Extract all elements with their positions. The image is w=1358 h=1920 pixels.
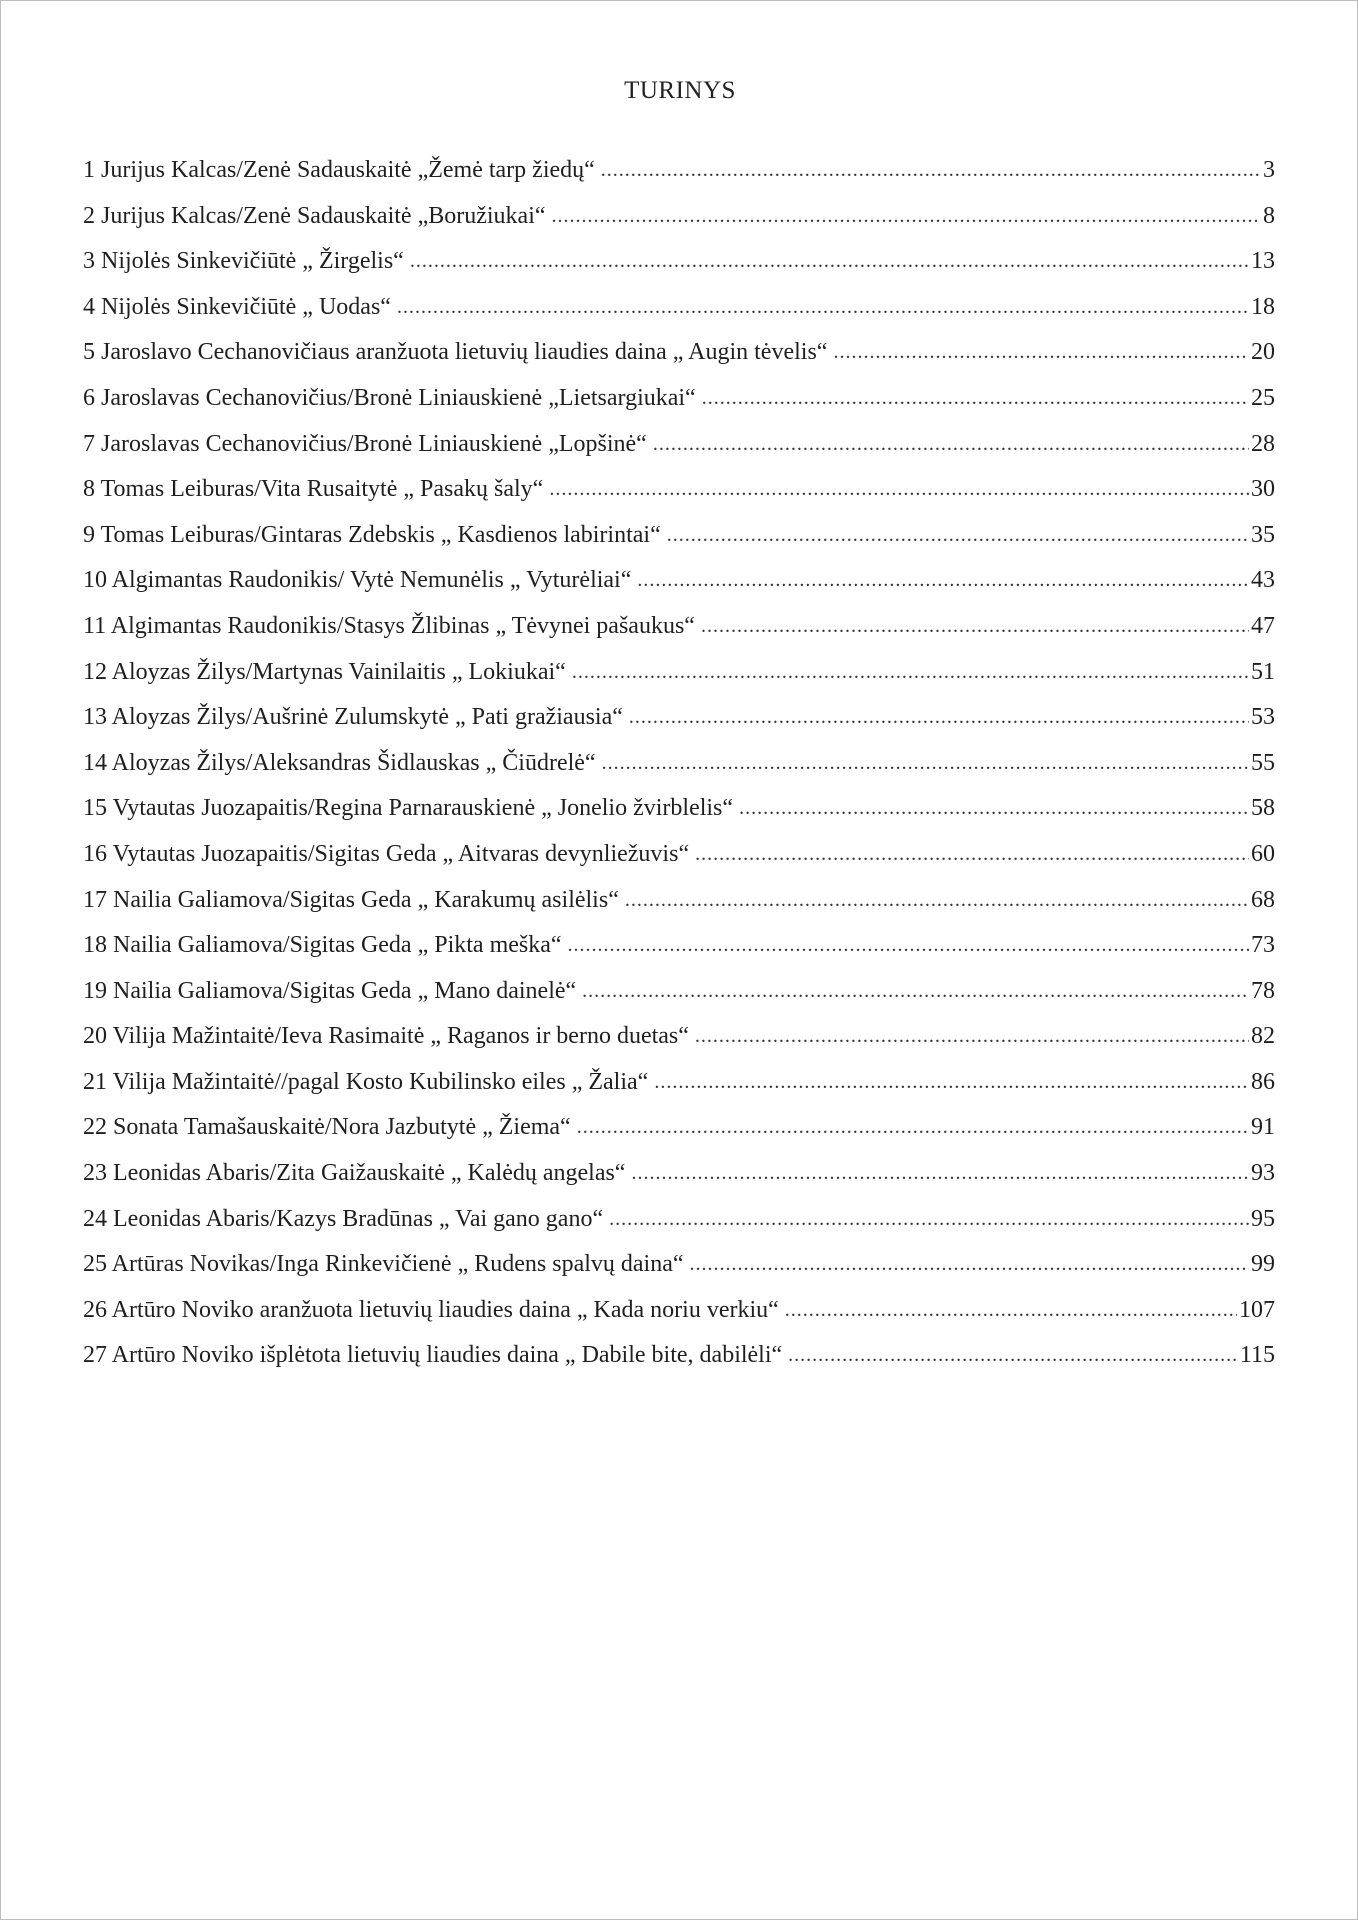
- toc-entry: [83, 565, 1275, 611]
- table-of-contents: [83, 155, 1275, 1386]
- toc-entry-title: 15 Vytautas Juozapaitis/Regina Parnarauskienė „ Jonelio žvirblelis“: [83, 795, 734, 822]
- toc-entry: [83, 748, 1275, 794]
- toc-entry-title: 20 Vilija Mažintaitė/Ieva Rasimaitė „ Raganos ir berno duetas“: [83, 1023, 689, 1050]
- dot-leader: [701, 610, 1249, 638]
- toc-entry-page: 60: [1251, 840, 1275, 867]
- toc-entry: [83, 611, 1275, 657]
- toc-entry-page: 43: [1251, 567, 1275, 594]
- toc-entry-page: 91: [1251, 1114, 1275, 1141]
- toc-entry-title: 26 Artūro Noviko aranžuota lietuvių liaudies daina „ Kada noriu verkiu“: [83, 1296, 779, 1323]
- toc-entry: [83, 201, 1275, 247]
- toc-entry-page: 35: [1251, 521, 1275, 548]
- toc-entry-title: 3 Nijolės Sinkevičiūtė „ Žirgelis“: [83, 248, 404, 275]
- dot-leader: [568, 929, 1249, 957]
- toc-entry: [83, 702, 1275, 748]
- toc-entry: [83, 292, 1275, 338]
- toc-entry-page: 78: [1251, 977, 1275, 1004]
- dot-leader: [625, 884, 1249, 912]
- dot-leader: [410, 245, 1249, 273]
- toc-entry-page: 13: [1251, 248, 1275, 275]
- toc-entry-page: 73: [1251, 932, 1275, 959]
- dot-leader: [785, 1294, 1237, 1322]
- dot-leader: [690, 1248, 1249, 1276]
- dot-leader: [788, 1339, 1238, 1367]
- dot-leader: [397, 291, 1249, 319]
- toc-entry: [83, 1340, 1275, 1386]
- toc-entry: [83, 839, 1275, 885]
- toc-entry-page: 25: [1251, 384, 1275, 411]
- toc-entry-title: 14 Aloyzas Žilys/Aleksandras Šidlauskas „ Čiūdrelė“: [83, 749, 596, 776]
- toc-entry-title: 25 Artūras Novikas/Inga Rinkevičienė „ Rudens spalvų daina“: [83, 1251, 684, 1278]
- toc-entry: [83, 1021, 1275, 1067]
- toc-entry-page: 58: [1251, 795, 1275, 822]
- dot-leader: [637, 564, 1249, 592]
- toc-entry-title: 27 Artūro Noviko išplėtota lietuvių liaudies daina „ Dabile bite, dabilėli“: [83, 1342, 783, 1369]
- toc-entry-title: 2 Jurijus Kalcas/Zenė Sadauskaitė „Boružiukai“: [83, 202, 546, 229]
- toc-entry-title: 11 Algimantas Raudonikis/Stasys Žlibinas „ Tėvynei pašaukus“: [83, 612, 695, 639]
- toc-entry: [83, 1158, 1275, 1204]
- toc-entry: [83, 1295, 1275, 1341]
- toc-entry: [83, 474, 1275, 520]
- dot-leader: [833, 336, 1249, 364]
- toc-entry: [83, 1067, 1275, 1113]
- toc-entry-page: 115: [1239, 1342, 1275, 1369]
- toc-entry-page: 8: [1263, 202, 1275, 229]
- toc-entry-title: 22 Sonata Tamašauskaitė/Nora Jazbutytė „ Žiema“: [83, 1114, 571, 1141]
- dot-leader: [702, 382, 1249, 410]
- toc-entry-title: 12 Aloyzas Žilys/Martynas Vainilaitis „ Lokiukai“: [83, 658, 566, 685]
- toc-entry-page: 68: [1251, 886, 1275, 913]
- dot-leader: [609, 1203, 1249, 1231]
- toc-entry: [83, 246, 1275, 292]
- toc-entry: [83, 930, 1275, 976]
- toc-entry: [83, 793, 1275, 839]
- toc-entry-page: 28: [1251, 430, 1275, 457]
- dot-leader: [552, 200, 1261, 228]
- toc-entry: [83, 429, 1275, 475]
- dot-leader: [631, 1157, 1249, 1185]
- dot-leader: [695, 838, 1249, 866]
- toc-entry-title: 23 Leonidas Abaris/Zita Gaižauskaitė „ Kalėdų angelas“: [83, 1160, 626, 1187]
- toc-entry-title: 16 Vytautas Juozapaitis/Sigitas Geda „ Aitvaras devynliežuvis“: [83, 840, 690, 867]
- dot-leader: [572, 656, 1249, 684]
- toc-entry: [83, 155, 1275, 201]
- toc-entry: [83, 885, 1275, 931]
- toc-entry-page: 82: [1251, 1023, 1275, 1050]
- toc-entry: [83, 657, 1275, 703]
- dot-leader: [629, 701, 1249, 729]
- toc-entry: [83, 383, 1275, 429]
- toc-entry: [83, 337, 1275, 383]
- dot-leader: [601, 154, 1261, 182]
- dot-leader: [549, 473, 1249, 501]
- toc-entry-page: 107: [1239, 1296, 1275, 1323]
- toc-entry-title: 8 Tomas Leiburas/Vita Rusaitytė „ Pasakų šaly“: [83, 476, 544, 503]
- toc-entry-title: 18 Nailia Galiamova/Sigitas Geda „ Pikta meška“: [83, 932, 562, 959]
- toc-entry: [83, 520, 1275, 566]
- toc-entry-title: 21 Vilija Mažintaitė//pagal Kosto Kubilinsko eiles „ Žalia“: [83, 1068, 649, 1095]
- toc-entry-title: 13 Aloyzas Žilys/Aušrinė Zulumskytė „ Pati gražiausia“: [83, 704, 623, 731]
- toc-entry-page: 95: [1251, 1205, 1275, 1232]
- toc-entry-title: 9 Tomas Leiburas/Gintaras Zdebskis „ Kasdienos labirintai“: [83, 521, 661, 548]
- toc-entry-title: 7 Jaroslavas Cechanovičius/Bronė Liniauskienė „Lopšinė“: [83, 430, 647, 457]
- toc-entry-title: 1 Jurijus Kalcas/Zenė Sadauskaitė „Žemė tarp žiedų“: [83, 157, 595, 183]
- toc-entry-page: 20: [1251, 339, 1275, 366]
- toc-entry-page: 30: [1251, 476, 1275, 503]
- dot-leader: [653, 428, 1249, 456]
- toc-entry: [83, 1249, 1275, 1295]
- toc-entry-page: 99: [1251, 1251, 1275, 1278]
- toc-entry-page: 51: [1251, 658, 1275, 685]
- dot-leader: [582, 975, 1249, 1003]
- toc-entry: [83, 1204, 1275, 1250]
- toc-entry-title: 10 Algimantas Raudonikis/ Vytė Nemunėlis „ Vyturėliai“: [83, 567, 632, 594]
- dot-leader: [602, 747, 1249, 775]
- toc-entry: [83, 1112, 1275, 1158]
- toc-entry-title: 6 Jaroslavas Cechanovičius/Bronė Liniauskienė „Lietsargiukai“: [83, 384, 696, 411]
- toc-entry-page: 86: [1251, 1068, 1275, 1095]
- toc-entry-page: 3: [1263, 157, 1275, 183]
- toc-entry-title: 17 Nailia Galiamova/Sigitas Geda „ Karakumų asilėlis“: [83, 886, 619, 913]
- toc-entry-page: 55: [1251, 749, 1275, 776]
- dot-leader: [695, 1020, 1249, 1048]
- toc-entry-page: 53: [1251, 704, 1275, 731]
- dot-leader: [739, 792, 1249, 820]
- toc-entry-title: 19 Nailia Galiamova/Sigitas Geda „ Mano dainelė“: [83, 977, 577, 1004]
- dot-leader: [667, 519, 1249, 547]
- toc-entry: [83, 976, 1275, 1022]
- toc-entry-title: 5 Jaroslavo Cechanovičiaus aranžuota lietuvių liaudies daina „ Augin tėvelis“: [83, 339, 828, 366]
- page-title: TURINYS: [624, 77, 736, 104]
- toc-entry-title: 24 Leonidas Abaris/Kazys Bradūnas „ Vai gano gano“: [83, 1205, 604, 1232]
- dot-leader: [577, 1111, 1249, 1139]
- toc-entry-page: 18: [1251, 293, 1275, 320]
- toc-entry-page: 93: [1251, 1160, 1275, 1187]
- dot-leader: [654, 1066, 1249, 1094]
- toc-entry-page: 47: [1251, 612, 1275, 639]
- toc-entry-title: 4 Nijolės Sinkevičiūtė „ Uodas“: [83, 293, 391, 320]
